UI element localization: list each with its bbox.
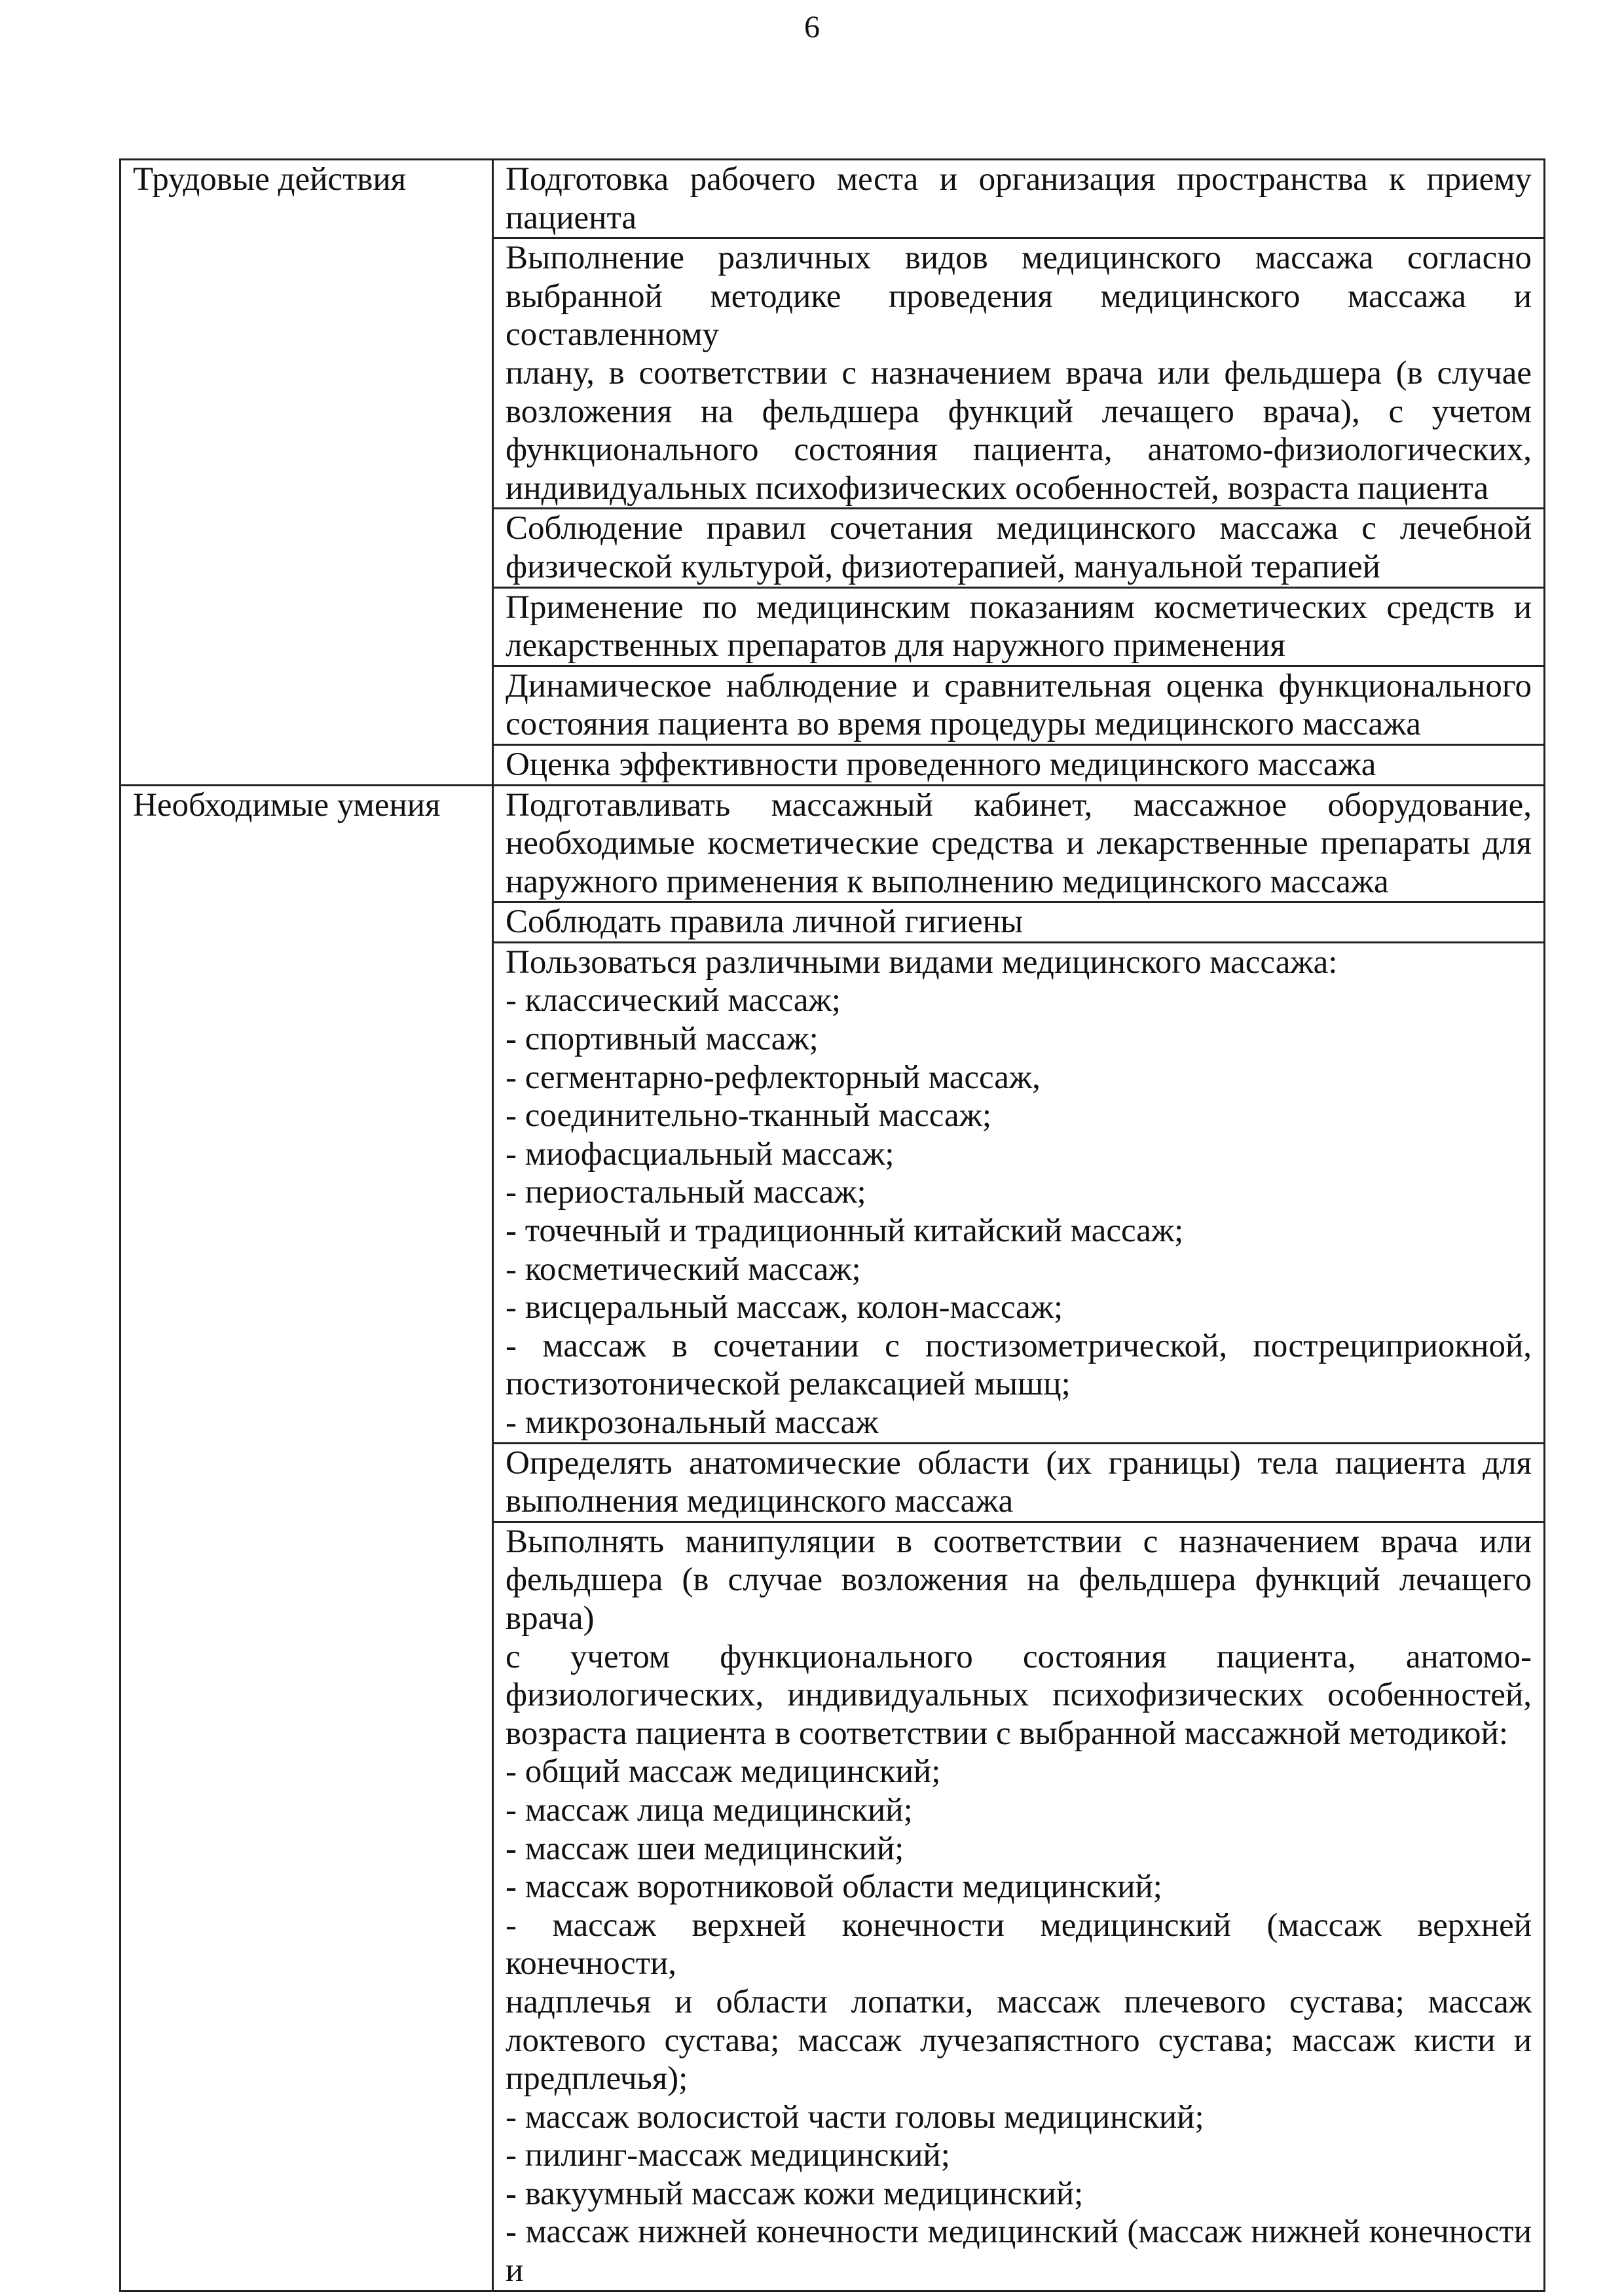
- text-line: - классический массаж;: [506, 982, 841, 1019]
- text-line: - микрозональный массаж: [506, 1404, 879, 1441]
- text-line: - периостальный массаж;: [506, 1174, 866, 1211]
- text-line: Оценка эффективности проведенного медицинского массажа: [506, 746, 1376, 783]
- text-line: Выполнение различных видов медицинского массажа согласно: [506, 240, 1532, 277]
- table-cell: [493, 744, 1545, 785]
- text-line: Выполнять манипуляции в соответствии с назначением врача или: [506, 1523, 1532, 1560]
- table-cell: [493, 785, 1545, 902]
- text-line: Определять анатомические области (их границы) тела пациента для: [506, 1444, 1532, 1482]
- text-line: - точечный и традиционный китайский массаж;: [506, 1212, 1184, 1250]
- competency-table: [119, 158, 1545, 2292]
- text-line: - пилинг-массаж медицинский;: [506, 2137, 950, 2174]
- text-line: - массаж воротниковой области медицинский;: [506, 1868, 1162, 1906]
- text-line: Подготовка рабочего места и организация пространства к приему: [506, 161, 1532, 198]
- text-line: физиологических, индивидуальных психофизических особенностей,: [506, 1677, 1532, 1714]
- table-cell: [493, 666, 1545, 744]
- text-line: пациента: [506, 199, 637, 236]
- page-number: 6: [804, 10, 820, 45]
- text-line: локтевого сустава; массаж лучезапястного сустава; массаж кисти и: [506, 2022, 1532, 2059]
- text-line: Соблюдать правила личной гигиены: [506, 903, 1024, 941]
- table-cell: [493, 509, 1545, 587]
- text-line: - сегментарно-рефлекторный массаж,: [506, 1059, 1041, 1096]
- text-line: фельдшера (в случае возложения на фельдшера функций лечащего врача): [506, 1561, 1532, 1637]
- text-line: - массаж нижней конечности медицинский (массаж нижней конечности и: [506, 2214, 1532, 2289]
- text-line: постизотонической релаксацией мышц;: [506, 1366, 1071, 1403]
- table-cell: [493, 1522, 1545, 2291]
- text-line: Динамическое наблюдение и сравнительная оценка функционального: [506, 667, 1532, 704]
- section-label: Необходимые умения: [120, 785, 493, 2291]
- table-cell: [493, 587, 1545, 666]
- text-line: - соединительно-тканный массаж;: [506, 1097, 992, 1135]
- text-line: Пользоваться различными видами медицинского массажа:: [506, 943, 1338, 981]
- text-line: с учетом функционального состояния пациента, анатомо-: [506, 1638, 1532, 1675]
- text-line: - массаж шеи медицинский;: [506, 1830, 904, 1867]
- text-line: Подготавливать массажный кабинет, массажное оборудование,: [506, 786, 1532, 824]
- table-row: [120, 785, 1545, 902]
- text-line: наружного применения к выполнению медицинского массажа: [506, 863, 1389, 900]
- text-line: выполнения медицинского массажа: [506, 1483, 1014, 1520]
- text-line: - косметический массаж;: [506, 1250, 861, 1288]
- text-line: - спортивный массаж;: [506, 1021, 819, 1058]
- text-line: возложения на фельдшера функций лечащего врача), с учетом: [506, 393, 1532, 430]
- table-cell: [493, 160, 1545, 238]
- text-line: предплечья);: [506, 2060, 688, 2098]
- text-line: - миофасциальный массаж;: [506, 1135, 895, 1173]
- text-line: - массаж верхней конечности медицинский (массаж верхней конечности,: [506, 1906, 1532, 1982]
- text-line: Соблюдение правил сочетания медицинского массажа с лечебной: [506, 510, 1532, 547]
- text-line: - вакуумный массаж кожи медицинский;: [506, 2175, 1084, 2212]
- text-line: - массаж лица медицинский;: [506, 1791, 913, 1829]
- text-line: - массаж в сочетании с постизометрической, пострециприокной,: [506, 1327, 1532, 1364]
- table-cell: [493, 1443, 1545, 1522]
- table-cell: [493, 942, 1545, 1443]
- table-cell: [493, 238, 1545, 509]
- section-label: Трудовые действия: [120, 160, 493, 786]
- text-line: - массаж волосистой части головы медицинский;: [506, 2098, 1204, 2136]
- text-line: состояния пациента во время процедуры медицинского массажа: [506, 706, 1421, 743]
- text-line: Применение по медицинским показаниям косметических средств и: [506, 589, 1532, 626]
- text-line: возраста пациента в соответствии с выбранной массажной методикой:: [506, 1715, 1508, 1752]
- table-cell: [493, 902, 1545, 943]
- text-line: - висцеральный массаж, колон-массаж;: [506, 1289, 1063, 1326]
- text-line: лекарственных препаратов для наружного применения: [506, 627, 1285, 665]
- text-line: надплечья и области лопатки, массаж плечевого сустава; массаж: [506, 1983, 1532, 2020]
- text-line: необходимые косметические средства и лекарственные препараты для: [506, 825, 1532, 862]
- text-line: выбранной методике проведения медицинского массажа и составленному: [506, 278, 1532, 354]
- text-line: плану, в соответствии с назначением врача или фельдшера (в случае: [506, 354, 1532, 392]
- text-line: функционального состояния пациента, анатомо-физиологических,: [506, 431, 1532, 469]
- text-line: - общий массаж медицинский;: [506, 1753, 941, 1791]
- table-row: [120, 160, 1545, 238]
- text-line: индивидуальных психофизических особенностей, возраста пациента: [506, 469, 1489, 507]
- text-line: физической культурой, физиотерапией, мануальной терапией: [506, 548, 1380, 585]
